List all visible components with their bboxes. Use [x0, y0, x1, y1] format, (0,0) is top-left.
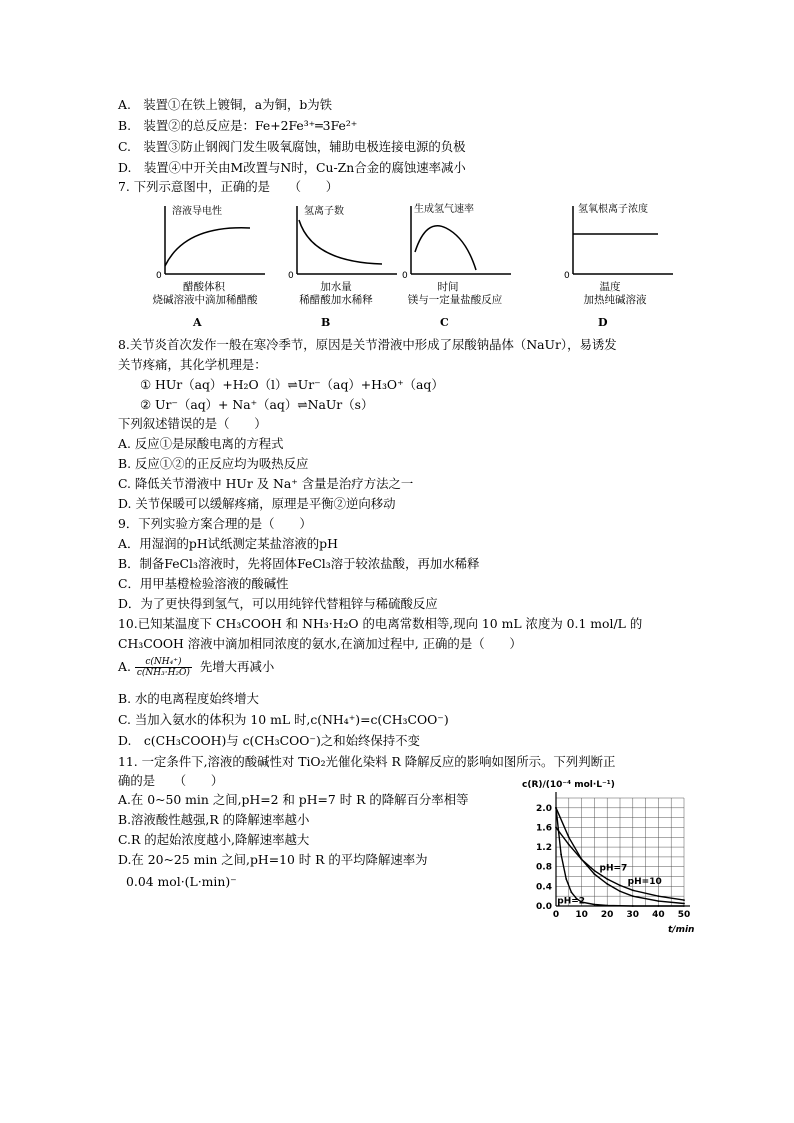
q8-option-a: A. 反应①是尿酸电离的方程式 — [118, 436, 284, 451]
q11-chart-ytick-label: 1.6 — [536, 823, 552, 834]
q9-option-d: D．为了更快得到氢气，可以用纯锌代替粗锌与稀硫酸反应 — [118, 596, 438, 611]
q7-graph-c-ylabel: 生成氢气速率 — [414, 204, 474, 215]
q6-option-a: A. 装置①在铁上镀铜，a为铜，b为铁 — [118, 97, 333, 112]
q11-option-c: C.R 的起始浓度越小,降解速率越大 — [118, 832, 310, 847]
q7-graph-c — [386, 200, 516, 280]
q7-graph-a-letter: A — [193, 316, 202, 329]
q7-graph-c-origin: 0 — [402, 271, 408, 280]
q10-option-a-numerator: c(NH₄⁺) — [135, 657, 192, 668]
q11-chart-point — [632, 895, 634, 897]
q11-chart-point — [568, 844, 570, 846]
q10-option-a-denominator: c(NH₃·H₂O) — [136, 668, 190, 678]
q10-option-a-text: 先增大再减小 — [199, 659, 275, 674]
q11-chart-point — [568, 836, 570, 838]
q8-option-d: D. 关节保暖可以缓解疼痛，原理是平衡②逆向移动 — [118, 496, 396, 511]
q8-stem-2: 关节疼痛，其化学机理是： — [118, 357, 267, 372]
q7-graph-b-letter: B — [321, 316, 331, 329]
q7-stem: 7. 下列示意图中，正确的是 （ ） — [118, 179, 339, 194]
q7-graph-c-svg — [386, 200, 516, 280]
q11-chart-point — [555, 807, 557, 809]
q7-graph-d-letter: D — [598, 316, 608, 329]
q11-option-d: D.在 20~25 min 之间,pH=10 时 R 的平均降解速率为 — [118, 852, 428, 867]
q7-graph-b — [272, 200, 402, 280]
q7-graph-a-xlabel: 醋酸体积 — [183, 281, 225, 293]
q7-graph-b-curve — [299, 220, 382, 264]
q11-chart-xtick-label: 0 — [552, 910, 560, 920]
q11-chart-point — [658, 895, 660, 897]
q7-graph-b-caption: 稀醋酸加水稀释 — [299, 294, 373, 306]
q7-graph-c-curve — [415, 226, 476, 270]
q11-chart-point — [683, 899, 685, 901]
q10-stem-2: CH₃COOH 溶液中滴加相同浓度的氨水,在滴加过程中, 正确的是（ ） — [118, 636, 522, 651]
q11-chart-ylabel: c(R)/(10⁻⁴ mol·L⁻¹) — [522, 780, 615, 790]
q8-ask: 下列叙述错误的是（ ） — [118, 416, 267, 431]
q11-chart-point — [619, 890, 621, 892]
q11-chart-ytick-label: 0.8 — [536, 862, 552, 873]
q11-chart-point — [555, 827, 557, 829]
q11-option-b: B.溶液酸性越强,R 的降解速率越小 — [118, 812, 310, 827]
q11-chart-point — [632, 905, 634, 907]
q11-chart-xtick-label: 30 — [626, 910, 640, 920]
q11-chart-point — [565, 878, 567, 880]
q11-chart-point — [570, 891, 572, 893]
q11-chart-point — [594, 870, 596, 872]
q10-option-a — [118, 656, 274, 678]
q7-graph-d-origin: 0 — [564, 271, 570, 280]
q11-chart-xtick-label: 50 — [677, 910, 691, 920]
q7-graph-b-xlabel: 加水量 — [320, 281, 352, 293]
q11-stem-1: 11. 一定条件下,溶液的酸碱性对 TiO₂光催化染料 R 降解反应的影响如图所示。下列判断正 — [118, 754, 616, 769]
q11-chart-ytick-label: 2.0 — [536, 803, 552, 814]
q11-chart-ytick-label: 1.2 — [536, 843, 552, 854]
q8-equation-1: ① HUr（aq）+H₂O（l）⇌Ur⁻（aq）+H₃O⁺（aq） — [140, 377, 444, 392]
q7-graph-c-letter: C — [440, 316, 449, 329]
q7-graph-b-svg — [272, 200, 402, 280]
q9-option-b: B．制备FeCl₃溶液时，先将固体FeCl₃溶于较浓盐酸，再加水稀释 — [118, 556, 480, 571]
q11-chart-point — [581, 858, 583, 860]
q11-chart-point — [683, 905, 685, 907]
q11-chart-point — [683, 903, 685, 905]
q11-chart-ytick-label: 0.4 — [536, 882, 552, 893]
q10-option-b: B. 水的电离程度始终增大 — [118, 691, 259, 706]
q8-option-b: B. 反应①②的正反应均为吸热反应 — [118, 456, 309, 471]
q7-graph-a-caption: 烧碱溶液中滴加稀醋酸 — [152, 294, 258, 306]
q11-chart — [518, 776, 698, 936]
q11-chart-ytick-label: 0.0 — [536, 902, 552, 912]
q11-chart-point — [606, 883, 608, 885]
q11-chart-point — [619, 884, 621, 886]
q10-stem-1: 10.已知某温度下 CH₃COOH 和 NH₃·H₂O 的电离常数相等,现向 10 mL 浓度为 0.1 mol/L 的 — [118, 616, 643, 631]
q10-option-c: C. 当加入氨水的体积为 10 mL 时,c(NH₄⁺)=c(CH₃COO⁻) — [118, 712, 449, 727]
q11-chart-point — [594, 873, 596, 875]
q7-graph-a-origin: 0 — [156, 271, 162, 280]
q9-option-c: C．用甲基橙检验溶液的酸碱性 — [118, 576, 289, 591]
q11-chart-point — [658, 900, 660, 902]
q11-chart-xtick-label: 20 — [600, 910, 614, 920]
q7-graph-d — [548, 200, 678, 280]
q7-graph-a-svg — [140, 200, 270, 280]
q7-graph-b-origin: 0 — [288, 271, 294, 280]
q11-chart-xtick-label: 40 — [652, 910, 665, 920]
q6-option-b: B. 装置②的总反应是：Fe+2Fe³⁺═3Fe²⁺ — [118, 118, 358, 133]
q11-chart-point — [606, 878, 608, 880]
q7-graph-a-ylabel: 溶液导电性 — [172, 206, 222, 217]
q11-chart-point — [594, 904, 596, 906]
q11-stem-2: 确的是 （ ） — [118, 773, 224, 788]
q10-option-a-fraction — [135, 657, 192, 678]
q6-option-c: C. 装置③防止钢阀门发生吸氧腐蚀，辅助电极连接电源的负极 — [118, 139, 466, 154]
q11-chart-point — [658, 905, 660, 907]
q10-option-d: D. c(CH₃COOH)与 c(CH₃COO⁻)之和始终保持不变 — [118, 733, 420, 748]
q8-equation-2: ② Ur⁻（aq）+ Na⁺（aq）⇌NaUr（s） — [140, 397, 374, 412]
q7-graph-a — [140, 200, 270, 280]
q11-chart-point — [632, 889, 634, 891]
q11-chart-series-label: pH=10 — [627, 876, 662, 887]
q8-stem-1: 8.关节炎首次发作一般在寒冷季节，原因是关节滑液中形成了尿酸钠晶体（NaUr），易诱发 — [118, 337, 617, 352]
q8-option-c: C. 降低关节滑液中 HUr 及 Na⁺ 含量是治疗方法之一 — [118, 476, 414, 491]
q6-option-d: D. 装置④中开关由M改置与N时，Cu-Zn合金的腐蚀速率减小 — [118, 160, 466, 175]
q11-chart-point — [606, 905, 608, 907]
q11-option-d-cont: 0.04 mol·(L·min)⁻ — [126, 874, 237, 889]
q7-graph-d-svg — [548, 200, 678, 280]
q7-graph-d-xlabel: 温度 — [599, 281, 621, 293]
q9-stem: 9．下列实验方案合理的是（ ） — [118, 516, 312, 531]
q11-option-a: A.在 0~50 min 之间,pH=2 和 pH=7 时 R 的降解百分率相等 — [118, 792, 469, 807]
q7-graph-c-caption: 镁与一定量盐酸反应 — [407, 294, 503, 306]
q7-graph-d-caption: 加热纯碱溶液 — [583, 294, 647, 306]
q11-chart-series-label: pH=7 — [599, 863, 628, 874]
q11-chart-xlabel: t/min — [668, 925, 695, 935]
q11-chart-series-label: pH=2 — [557, 896, 586, 907]
q7-graph-b-ylabel: 氢离子数 — [304, 206, 344, 217]
q7-graph-d-ylabel: 氢氧根离子浓度 — [578, 204, 648, 215]
q11-chart-point — [560, 854, 562, 856]
q10-option-a-prefix: A. — [118, 659, 131, 674]
q11-chart-svg — [518, 776, 698, 936]
q7-graph-a-curve — [165, 228, 250, 266]
q11-chart-xtick-label: 10 — [575, 910, 588, 920]
q9-option-a: A．用湿润的pH试纸测定某盐溶液的pH — [118, 536, 338, 551]
q7-graph-c-xlabel: 时间 — [437, 281, 459, 293]
